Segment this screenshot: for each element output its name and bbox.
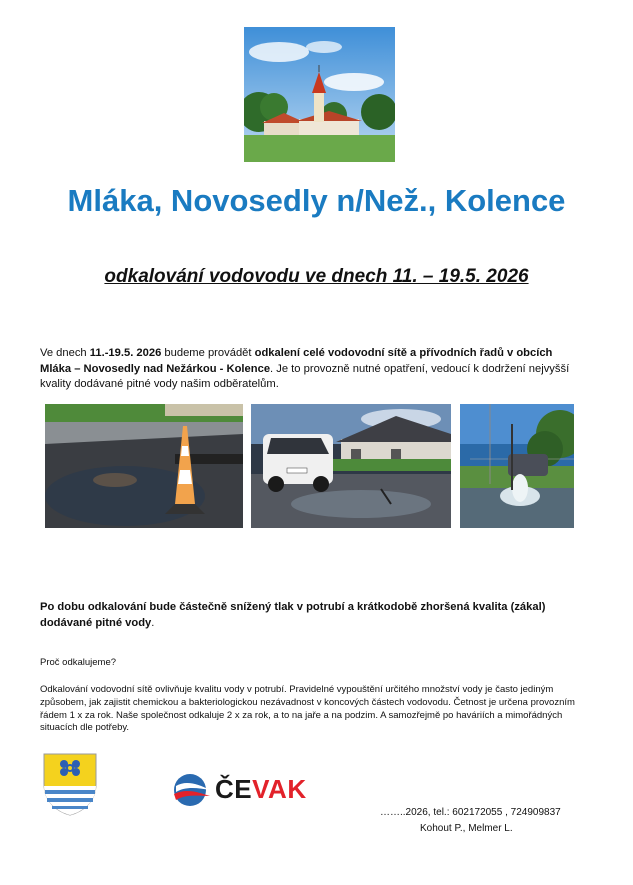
coat-of-arms-icon bbox=[42, 752, 98, 816]
explanation-paragraph: Odkalování vodovodní sítě ovlivňuje kvalitu vody v potrubí. Pravidelné vypouštění určitého množství vody je často jediným způsobem, jak zajistit chemickou a bakteriologickou nezávadnost v koncových částech vodovodu. Četnost je určena provozním řádem 1 x za rok. Naše společnost odkaluje 2 x za rok, a to na jaře a na podzim. A samozřejmě po haváriích a mimořádných situacích dle potřeby. bbox=[40, 684, 575, 734]
warning-text: Po dobu odkalování bude částečně snížený tlak v potrubí a krátkodobě zhoršená kvalita (zákal) dodávané pitné vody bbox=[40, 601, 546, 629]
brand-suffix: VAK bbox=[252, 774, 307, 804]
warning-end: . bbox=[151, 616, 155, 629]
hydrant-photo bbox=[460, 404, 574, 528]
cevak-wordmark bbox=[215, 774, 307, 805]
intro-text-2: budeme provádět bbox=[164, 347, 255, 359]
intro-paragraph bbox=[40, 346, 585, 393]
contact-line: ……..2026, tel.: 602172055 , 724909837 bbox=[380, 807, 561, 818]
why-heading: Proč odkalujeme? bbox=[40, 657, 117, 668]
cone-photo bbox=[45, 404, 243, 528]
page-subtitle: odkalování vodovodu ve dnech 11. – 19.5. 2026 bbox=[104, 266, 529, 287]
church-photo bbox=[244, 27, 395, 162]
brand-prefix: ČE bbox=[215, 774, 253, 804]
intro-text-3: . Je to provozně nutné opatření, vedoucí k dodržení nejvyšší kvality dodávané pitné vody našim odběratelům. bbox=[40, 362, 570, 390]
authors-line: Kohout P., Melmer L. bbox=[420, 823, 513, 834]
van-photo bbox=[251, 404, 451, 528]
intro-text-1: Ve dnech bbox=[40, 347, 90, 359]
page-title: Mláka, Novosedly n/Než., Kolence bbox=[67, 183, 566, 218]
intro-dates: 11.-19.5. 2026 bbox=[89, 347, 165, 359]
intro-bold-text: odkalení celé vodovodní sítě a přívodních řadů v obcích Mláka – Novosedly nad Nežárkou - Kolence bbox=[40, 347, 553, 375]
warning-notice bbox=[40, 600, 600, 631]
